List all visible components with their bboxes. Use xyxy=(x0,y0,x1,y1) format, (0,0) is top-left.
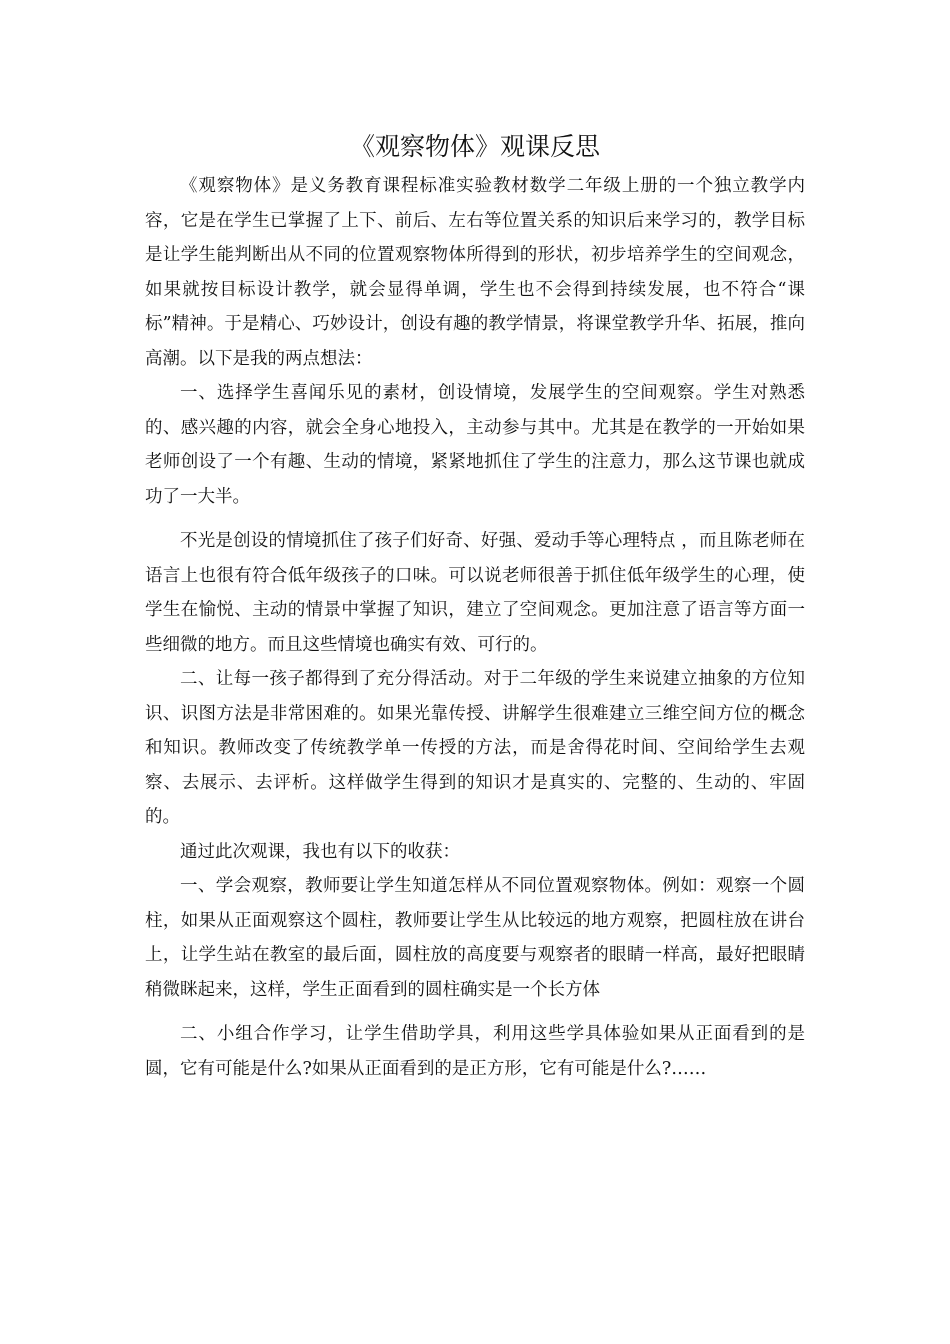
document-title: 《观察物体》观课反思 xyxy=(349,132,600,161)
paragraph-point-one-detail: 不光是创设的情境抓住了孩子们好奇、好强、爱动手等心理特点 ，而且陈老师在语言上也很有符合低年级孩子的口味。可以说老师很善于抓住低年级学生的心理，使学生在愉悦、主动的情景中掌握了知识，建立了空间观念。更加注意了语言等方面一些细微的地方。而且这些情境也确实有效、可行的。 xyxy=(145,531,805,655)
paragraph-gain-two: 二、小组合作学习，让学生借助学具，利用这些学具体验如果从正面看到的是圆，它有可能是什么?如果从正面看到的是正方形，它有可能是什么?…… xyxy=(145,1024,805,1079)
paragraph-point-one: 一、选择学生喜闻乐见的素材，创设情境，发展学生的空间观察。学生对熟悉的、感兴趣的内容，就会全身心地投入，主动参与其中。尤其是在教学的一开始如果老师创设了一个有趣、生动的情境，紧紧地抓住了学生的注意力，那么这节课也就成功了一大半。 xyxy=(145,383,805,507)
paragraph-gains-intro: 通过此次观课，我也有以下的收获： xyxy=(180,841,460,862)
document-body xyxy=(145,169,805,1086)
paragraph-point-two: 二、让每一孩子都得到了充分得活动。对于二年级的学生来说建立抽象的方位知识、识图方法是非常困难的。如果光靠传授、讲解学生很难建立三维空间方位的概念和知识。教师改变了传统教学单一传授的方法，而是舍得花时间、空间给学生去观察、去展示、去评析。这样做学生得到的知识才是真实的、完整的、生动的、牢固的。 xyxy=(145,669,805,827)
paragraph-gain-one: 一、学会观察，教师要让学生知道怎样从不同位置观察物体。例如：观察一个圆柱，如果从正面观察这个圆柱，教师要让学生从比较远的地方观察，把圆柱放在讲台上，让学生站在教室的最后面，圆柱放的高度要与观察者的眼睛一样高，最好把眼睛稍微眯起来，这样，学生正面看到的圆柱确实是一个长方体 xyxy=(145,876,805,1000)
paragraph-intro: 《观察物体》是义务教育课程标准实验教材数学二年级上册的一个独立教学内容，它是在学生已掌握了上下、前后、左右等位置关系的知识后来学习的，教学目标是让学生能判断出从不同的位置观察物体所得到的形状，初步培养学生的空间观念，如果就按目标设计教学，就会显得单调，学生也不会得到持续发展，也不符合“课标”精神。于是精心、巧妙设计，创设有趣的教学情景，将课堂教学升华、拓展，推向高潮。以下是我的两点想法： xyxy=(145,176,805,369)
